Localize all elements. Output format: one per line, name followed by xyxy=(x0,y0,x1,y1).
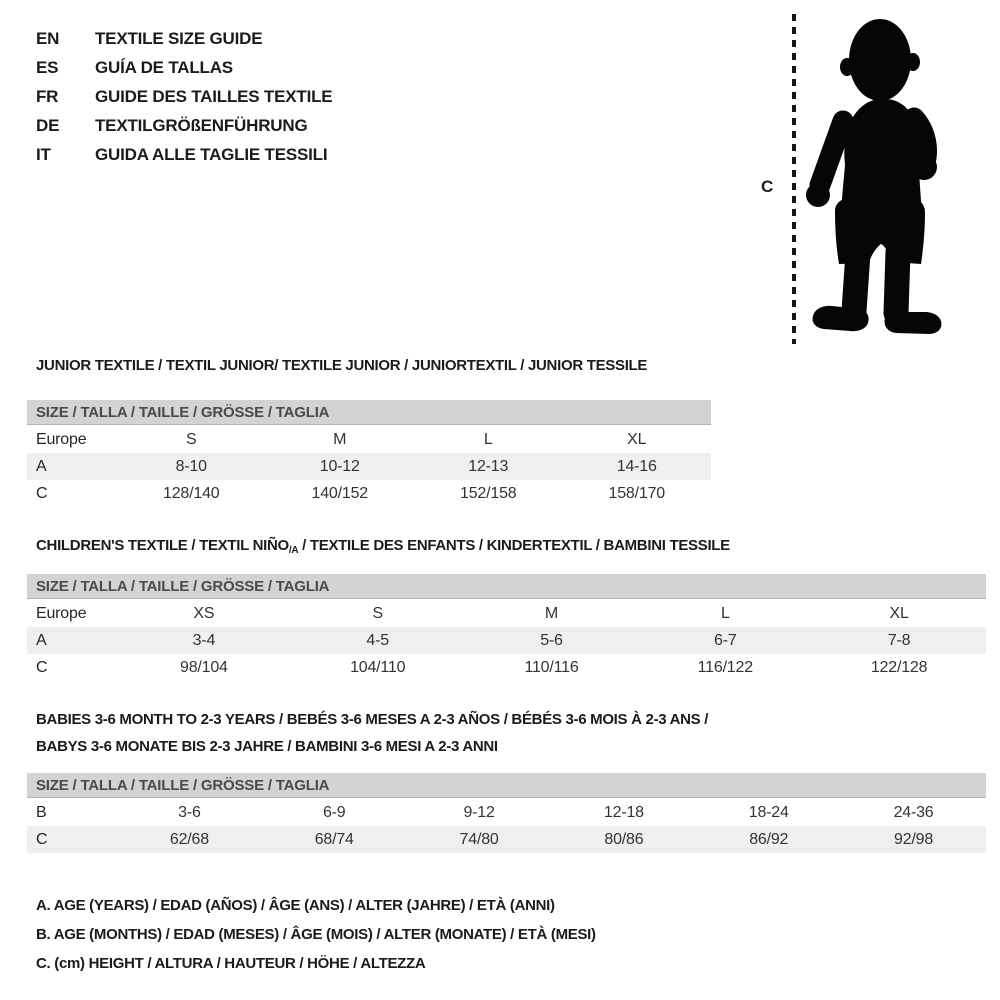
size-value-cell: 80/86 xyxy=(604,831,644,848)
language-row xyxy=(36,82,332,111)
size-value-cell: 98/104 xyxy=(180,659,228,676)
size-value-cell: 6-9 xyxy=(322,804,346,821)
language-code: EN xyxy=(36,29,60,48)
size-value-cell: 122/128 xyxy=(870,659,928,676)
size-value-cell: S xyxy=(186,431,197,448)
language-code: FR xyxy=(36,87,59,106)
size-value-cell: 18-24 xyxy=(748,804,789,821)
size-value-cell: M xyxy=(544,605,559,622)
row-label: A xyxy=(36,632,47,649)
language-label: TEXTILE SIZE GUIDE xyxy=(95,29,263,48)
size-value-cell: 3-4 xyxy=(192,632,216,649)
row-label: B xyxy=(36,804,47,821)
table-row xyxy=(27,627,986,654)
table-row xyxy=(27,480,711,507)
table-row xyxy=(27,426,711,453)
size-value-cell: 86/92 xyxy=(749,831,789,848)
children-size-table xyxy=(27,574,986,681)
size-value-cell: 92/98 xyxy=(894,831,934,848)
language-row xyxy=(36,111,332,140)
table-row xyxy=(27,453,711,480)
language-row xyxy=(36,140,332,169)
children-title-post: / TEXTILE DES ENFANTS / KINDERTEXTIL / BAMBINI TESSILE xyxy=(298,537,730,554)
language-guide-list xyxy=(36,24,332,169)
children-title-sub: /A xyxy=(288,545,299,556)
size-value-cell: 14-16 xyxy=(616,458,657,475)
size-value-cell: 12-13 xyxy=(468,458,509,475)
size-value-cell: L xyxy=(483,431,493,448)
table-row xyxy=(27,654,986,681)
language-label: GUIDA ALLE TAGLIE TESSILI xyxy=(95,145,328,164)
babies-size-table xyxy=(27,773,986,853)
language-code: DE xyxy=(36,116,60,135)
size-value-cell: 3-6 xyxy=(178,804,201,821)
babies-section-title xyxy=(36,706,708,760)
size-value-cell: 158/170 xyxy=(608,485,665,502)
junior-title-text: JUNIOR TEXTILE / TEXTIL JUNIOR/ TEXTILE JUNIOR / JUNIORTEXTIL / JUNIOR TESSILE xyxy=(36,357,648,374)
size-value-cell: M xyxy=(333,431,347,448)
table-row xyxy=(27,600,986,627)
table-row xyxy=(27,799,986,826)
language-row xyxy=(36,53,332,82)
size-value-cell: XL xyxy=(889,605,909,622)
size-header-bar: SIZE / TALLA / TAILLE / GRÖSSE / TAGLIA xyxy=(27,574,986,599)
row-label: A xyxy=(36,458,47,475)
row-label: C xyxy=(36,659,48,676)
size-value-cell: 62/68 xyxy=(169,831,209,848)
size-value-cell: 116/122 xyxy=(697,659,753,676)
legend-notes xyxy=(36,891,596,978)
children-title-pre: CHILDREN'S TEXTILE / TEXTIL NIÑO xyxy=(36,537,289,554)
language-code: IT xyxy=(36,145,51,164)
size-value-cell: 12-18 xyxy=(603,804,644,821)
size-value-cell: 10-12 xyxy=(319,458,360,475)
size-value-cell: 9-12 xyxy=(463,804,495,821)
size-value-cell: XL xyxy=(627,431,647,448)
children-section-title xyxy=(36,537,730,556)
row-label: C xyxy=(36,485,48,502)
size-value-cell: 74/80 xyxy=(459,831,499,848)
babies-title-line1: BABIES 3-6 MONTH TO 2-3 YEARS / BEBÉS 3-6 MESES A 2-3 AÑOS / BÉBÉS 3-6 MOIS À 2-3 ANS / xyxy=(36,711,709,728)
size-value-cell: 8-10 xyxy=(175,458,207,475)
note-line: B. AGE (MONTHS) / EDAD (MESES) / ÂGE (MOIS) / ALTER (MONATE) / ETÀ (MESI) xyxy=(36,926,596,943)
note-line: C. (cm) HEIGHT / ALTURA / HAUTEUR / HÖHE / ALTEZZA xyxy=(36,955,426,972)
size-header-bar: SIZE / TALLA / TAILLE / GRÖSSE / TAGLIA xyxy=(27,400,711,425)
size-value-cell: 128/140 xyxy=(163,485,220,502)
size-header-bar: SIZE / TALLA / TAILLE / GRÖSSE / TAGLIA xyxy=(27,773,986,798)
size-value-cell: 110/116 xyxy=(524,659,579,676)
size-value-cell: 24-36 xyxy=(893,804,934,821)
height-dotted-line xyxy=(792,14,796,344)
toddler-silhouette-icon xyxy=(805,15,950,340)
size-value-cell: 152/158 xyxy=(460,485,517,502)
language-row xyxy=(36,24,332,53)
size-value-cell: XS xyxy=(193,605,215,622)
size-value-cell: 6-7 xyxy=(714,632,737,649)
size-value-cell: S xyxy=(372,605,383,622)
language-label: TEXTILGRÖßENFÜHRUNG xyxy=(95,116,308,135)
language-label: GUIDE DES TAILLES TEXTILE xyxy=(95,87,333,106)
size-value-cell: 4-5 xyxy=(366,632,389,649)
language-label: GUÍA DE TALLAS xyxy=(95,58,233,77)
height-mark-label: C xyxy=(761,177,774,196)
table-row xyxy=(27,826,986,853)
size-value-cell: 5-6 xyxy=(540,632,563,649)
language-code: ES xyxy=(36,58,59,77)
size-value-cell: 68/74 xyxy=(314,831,354,848)
size-value-cell: L xyxy=(720,605,730,622)
babies-title-line2: BABYS 3-6 MONATE BIS 2-3 JAHRE / BAMBINI 3-6 MESI A 2-3 ANNI xyxy=(36,738,498,755)
size-value-cell: 140/152 xyxy=(311,485,368,502)
junior-size-table xyxy=(27,400,711,507)
row-label: Europe xyxy=(36,605,87,622)
row-label: C xyxy=(36,831,48,848)
note-line: A. AGE (YEARS) / EDAD (AÑOS) / ÂGE (ANS) / ALTER (JAHRE) / ETÀ (ANNI) xyxy=(36,897,555,914)
size-value-cell: 104/110 xyxy=(350,659,406,676)
row-label: Europe xyxy=(36,431,87,448)
junior-section-title xyxy=(36,357,647,374)
size-value-cell: 7-8 xyxy=(887,632,911,649)
